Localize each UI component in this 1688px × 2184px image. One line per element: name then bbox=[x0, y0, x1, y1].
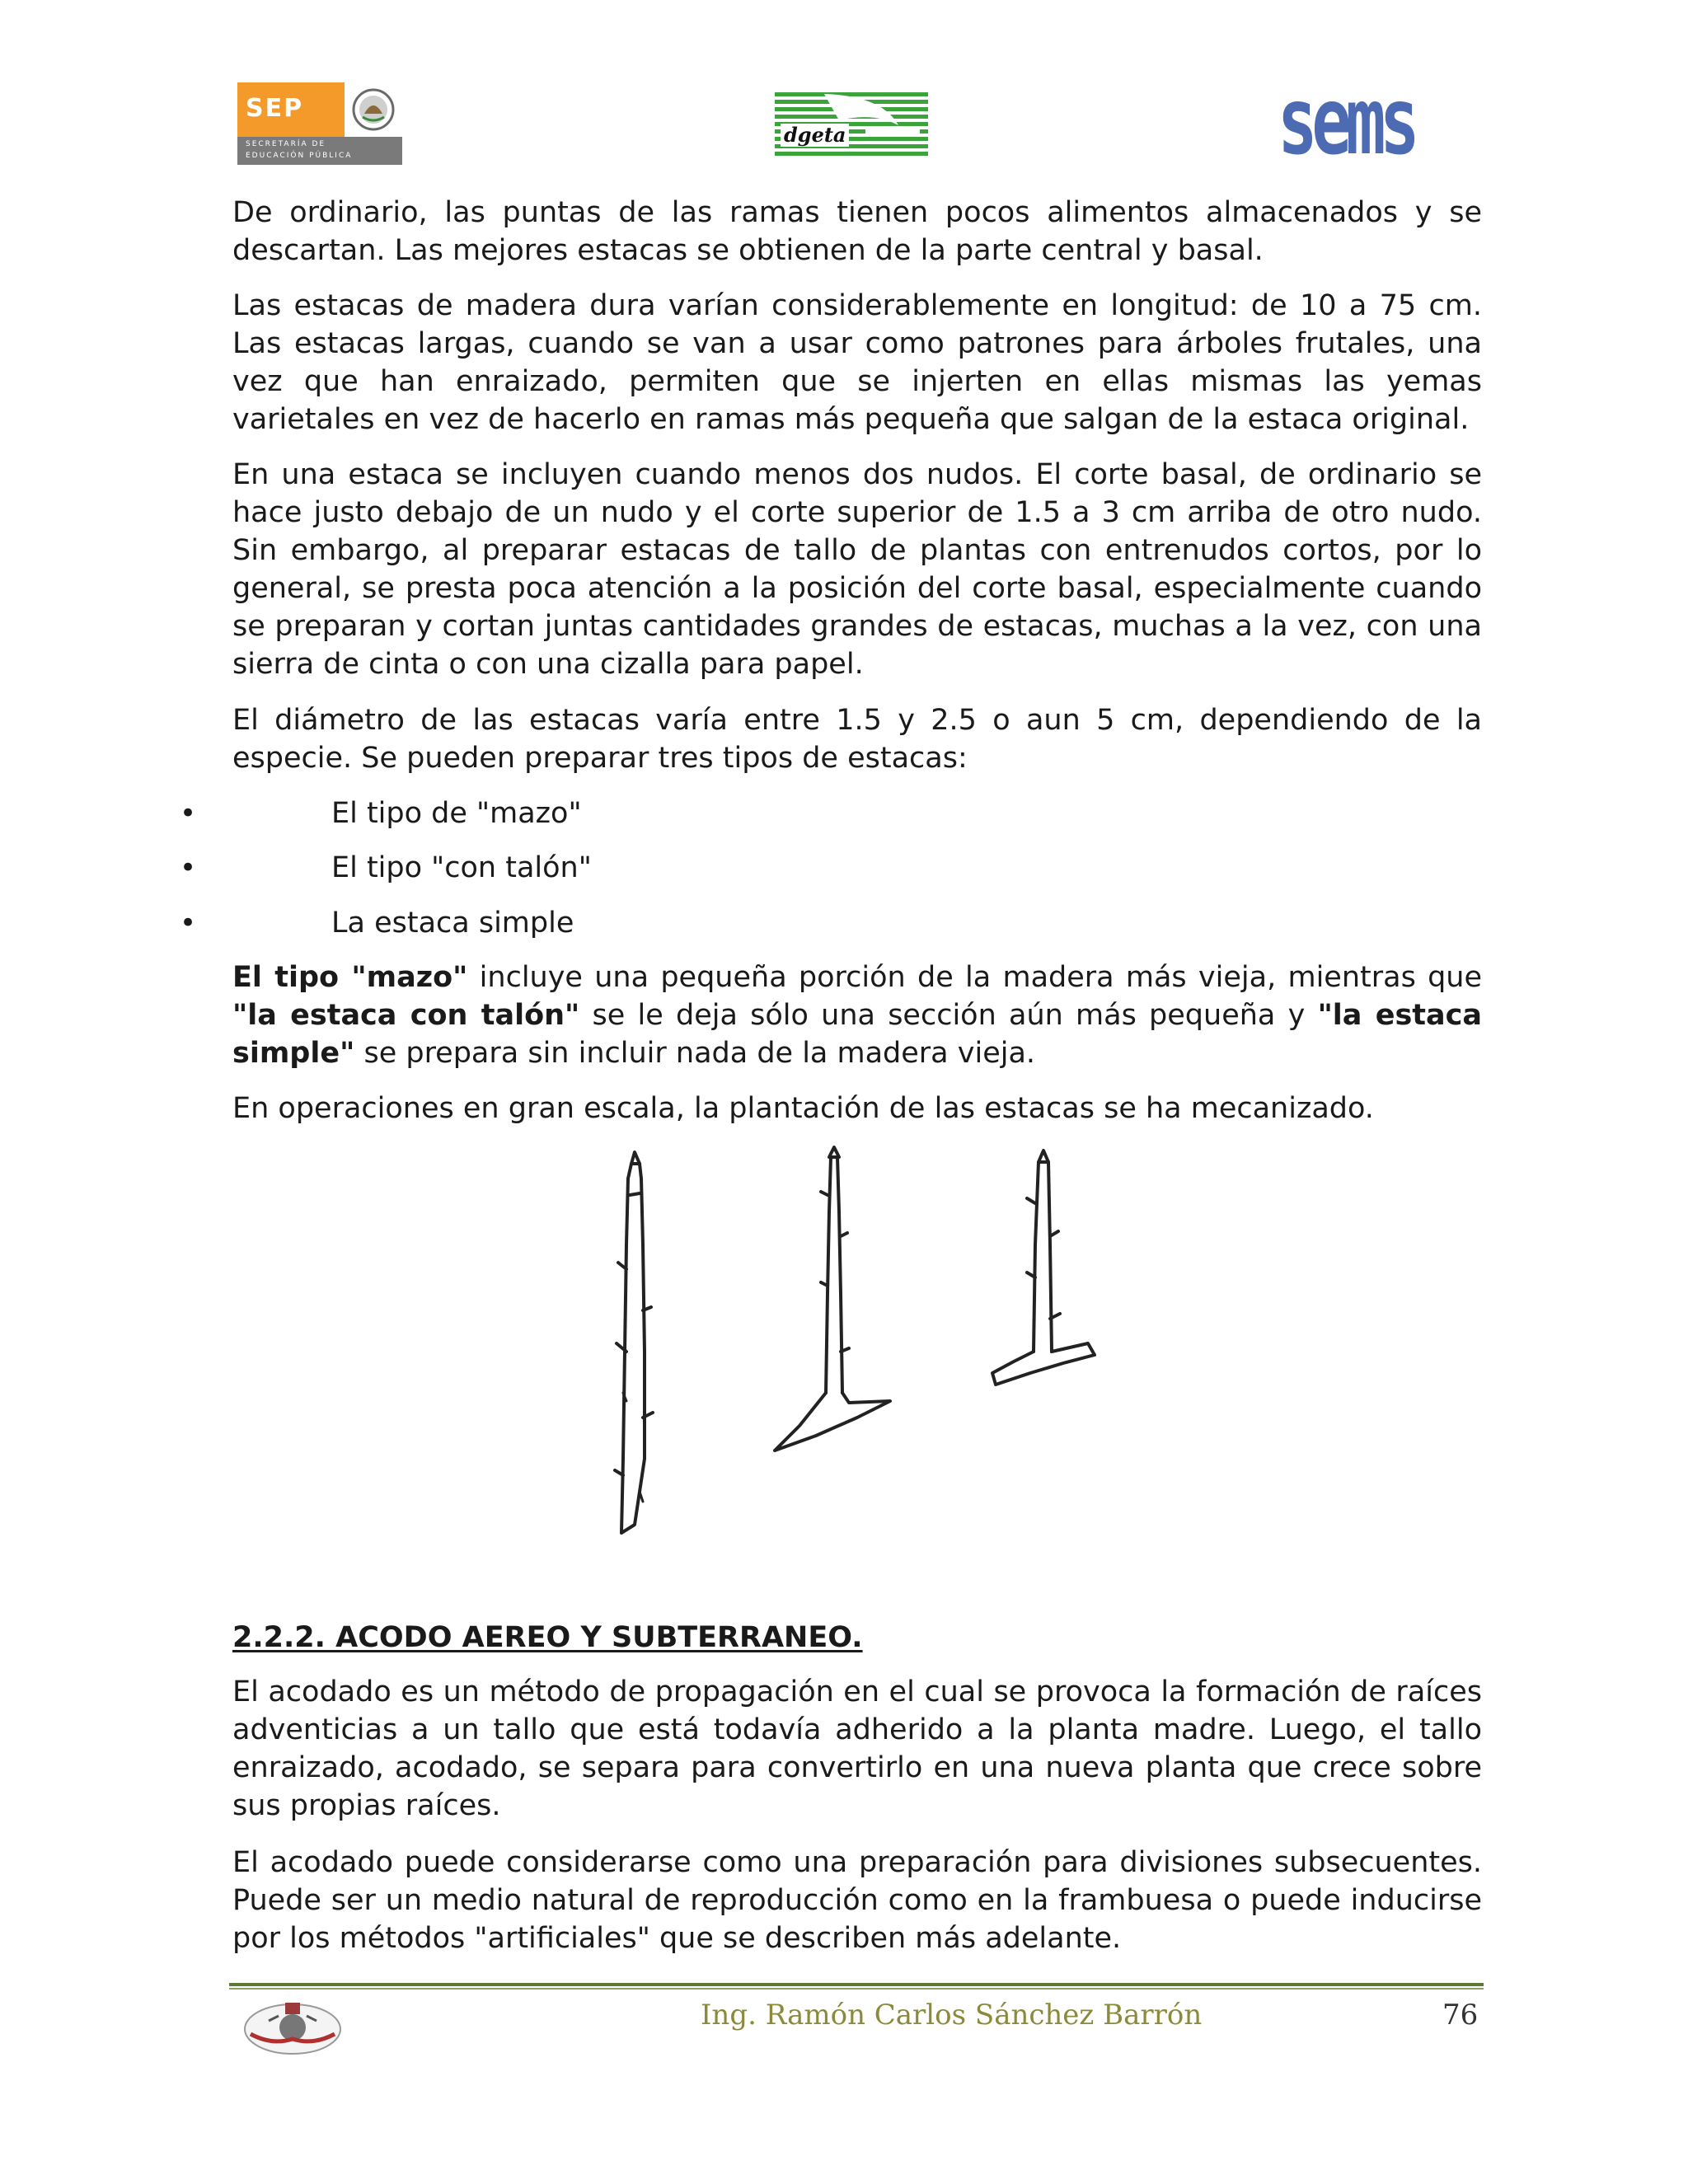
sep-logo bbox=[237, 82, 402, 165]
dgeta-logo-text: dgeta bbox=[781, 124, 849, 147]
simple-cutting-drawing bbox=[992, 1151, 1095, 1385]
text-segment-1: incluye una pequeña porción de la madera más vieja, mientras que bbox=[467, 961, 1483, 994]
cuttings-illustration bbox=[593, 1146, 1137, 1549]
page-number: 76 bbox=[1442, 1999, 1479, 2032]
bullet-marker: • bbox=[180, 797, 197, 830]
footer-rule-secondary bbox=[229, 1988, 1484, 1990]
sep-logo-subtitle-1: SECRETARÍA DE bbox=[246, 140, 326, 148]
heel-cutting-drawing bbox=[775, 1147, 890, 1451]
mexico-seal-icon bbox=[345, 82, 402, 137]
bold-tipo-mazo: El tipo "mazo" bbox=[232, 961, 468, 994]
dgeta-logo bbox=[775, 87, 928, 162]
bold-estaca-con-talon: "la estaca con talón" bbox=[232, 999, 580, 1032]
paragraph-puntas-ramas: De ordinario, las puntas de las ramas tienen pocos alimentos almacenados y se descartan. Las mejores estacas se obtienen de la parte central y basal. bbox=[232, 196, 1482, 267]
paragraph-tipos-estaca bbox=[232, 958, 1482, 1072]
bullet-item-mazo: El tipo de "mazo" bbox=[331, 797, 582, 830]
footer-author: Ing. Ramón Carlos Sánchez Barrón bbox=[701, 1999, 1203, 2032]
sep-logo-text: SEP bbox=[246, 94, 304, 123]
paragraph-diametro-estacas: El diámetro de las estacas varía entre 1.5 y 2.5 o aun 5 cm, dependiendo de la especie. Se pueden preparar tres tipos de estacas: bbox=[232, 704, 1482, 775]
bullet-marker: • bbox=[180, 907, 197, 940]
bullet-item-estaca-simple: La estaca simple bbox=[331, 907, 574, 940]
mazo-cutting-drawing bbox=[615, 1152, 653, 1533]
sems-logo: sems bbox=[1278, 68, 1414, 176]
footer-rule bbox=[229, 1983, 1484, 1986]
paragraph-nudos-corte-basal: En una estaca se incluyen cuando menos dos nudos. El corte basal, de ordinario se hace justo debajo de un nudo y el corte superior de 1.5 a 3 cm arriba de otro nudo. Sin embargo, al preparar estacas de tallo de plantas con entrenudos cortos, por lo general, se presta poca atención a la posición del corte basal, especialmente cuando se preparan y cortan juntas cantidades grandes de estacas, muchas a la vez, con una sierra de cinta o con una cizalla para papel. bbox=[232, 458, 1482, 681]
sep-logo-subtitle-2: EDUCACIÓN PÚBLICA bbox=[246, 152, 353, 160]
paragraph-operaciones-gran-escala: En operaciones en gran escala, la plantación de las estacas se ha mecanizado. bbox=[232, 1092, 1374, 1125]
text-segment-2: se le deja sólo una sección aún más pequeña y bbox=[579, 999, 1318, 1032]
paragraph-acodado-preparacion: El acodado puede considerarse como una preparación para divisiones subsecuentes. Puede ser un medio natural de reproducción como en la frambuesa o puede inducirse por los métodos "artificiales" que se describen más adelante. bbox=[232, 1846, 1482, 1955]
paragraph-acodado-definicion: El acodado es un método de propagación en el cual se provoca la formación de raíces adventicias a un tallo que está todavía adherido a la planta madre. Luego, el tallo enraizado, acodado, se separa para convertirlo en una nueva planta que crece sobre sus propias raíces. bbox=[232, 1675, 1482, 1822]
bullet-marker: • bbox=[180, 851, 197, 884]
bullet-item-con-talon: El tipo "con talón" bbox=[331, 851, 592, 884]
paragraph-estacas-madera-dura: Las estacas de madera dura varían considerablemente en longitud: de 10 a 75 cm. Las estacas largas, cuando se van a usar como patrones para árboles frutales, una vez que han enraizado, permiten que se injerten en ellas mismas las yemas varietales en vez de hacerlo en ramas más pequeña que salgan de la estaca original. bbox=[232, 289, 1482, 436]
section-heading-acodo: 2.2.2. ACODO AEREO Y SUBTERRANEO. bbox=[232, 1621, 863, 1654]
bold-estaca-simple: "la estaca simple" bbox=[232, 999, 1482, 1070]
text-segment-3: se prepara sin incluir nada de la madera vieja. bbox=[354, 1037, 1036, 1070]
institution-emblem-icon bbox=[239, 1996, 346, 2059]
